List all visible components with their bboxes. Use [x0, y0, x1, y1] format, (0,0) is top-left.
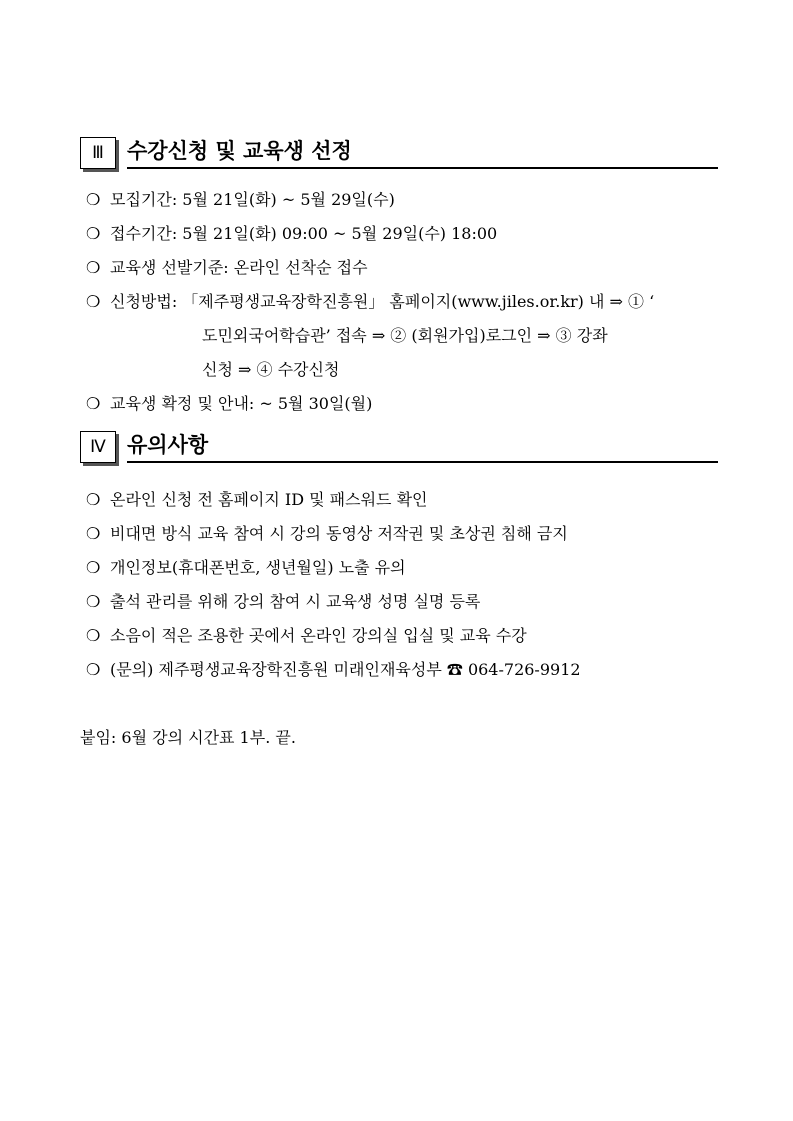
item-text: 개인정보(휴대폰번호, 생년월일) 노출 유의 — [110, 558, 406, 577]
bullet-icon: ❍ — [86, 558, 101, 577]
bullet-icon: ❍ — [86, 292, 101, 311]
section-3-header — [80, 137, 718, 173]
item-text: 소음이 적은 조용한 곳에서 온라인 강의실 입실 및 교육 수강 — [110, 626, 527, 645]
list-item-notice-1 — [86, 483, 723, 517]
attachment-note: 붙임: 6월 강의 시간표 1부. 끝. — [80, 728, 296, 747]
list-item-notice-4 — [86, 585, 723, 619]
item-text: (문의) 제주평생교육장학진흥원 미래인재육성부 ☎ 064-726-9912 — [110, 660, 581, 679]
list-item-receipt-period — [86, 217, 723, 251]
bullet-icon: ❍ — [86, 524, 101, 543]
list-item-notice-5 — [86, 619, 723, 653]
section-4-title: 유의사항 — [127, 431, 718, 463]
item-text: 교육생 확정 및 안내: ~ 5월 30일(월) — [110, 394, 373, 413]
list-item-confirmation — [86, 387, 723, 421]
bullet-icon: ❍ — [86, 394, 101, 413]
item-text: 출석 관리를 위해 강의 참여 시 교육생 성명 실명 등록 — [110, 592, 481, 611]
list-item-notice-3 — [86, 551, 723, 585]
bullet-icon: ❍ — [86, 490, 101, 509]
list-item-contact — [86, 653, 723, 687]
section-4-header — [80, 431, 718, 467]
item-text: 온라인 신청 전 홈페이지 ID 및 패스워드 확인 — [110, 490, 428, 509]
apply-method-continued-2: 신청 ⇒ ④ 수강신청 — [202, 360, 340, 379]
bullet-icon: ❍ — [86, 190, 101, 209]
apply-method-continued-1: 도민외국어학습관’ 접속 ⇒ ② (회원가입)로그인 ⇒ ③ 강좌 — [202, 326, 608, 345]
item-text: 모집기간: 5월 21일(화) ~ 5월 29일(수) — [110, 190, 395, 209]
bullet-icon: ❍ — [86, 626, 101, 645]
bullet-icon: ❍ — [86, 258, 101, 277]
bullet-icon: ❍ — [86, 660, 101, 679]
bullet-icon: ❍ — [86, 592, 101, 611]
list-item-apply-method — [86, 285, 723, 319]
section-3-number: Ⅲ — [80, 137, 116, 169]
item-text: 비대면 방식 교육 참여 시 강의 동영상 저작권 및 초상권 침해 금지 — [110, 524, 568, 543]
list-item-notice-2 — [86, 517, 723, 551]
item-text: 신청방법: 「제주평생교육장학진흥원」 홈페이지(www.jiles.or.kr) 내 ⇒ ① ‘ — [110, 292, 655, 311]
list-item-selection-criteria — [86, 251, 723, 285]
section-3-title: 수강신청 및 교육생 선정 — [127, 137, 718, 169]
section-4-number: Ⅳ — [80, 431, 116, 463]
item-text: 접수기간: 5월 21일(화) 09:00 ~ 5월 29일(수) 18:00 — [110, 224, 498, 243]
bullet-icon: ❍ — [86, 224, 101, 243]
item-text: 교육생 선발기준: 온라인 선착순 접수 — [110, 258, 368, 277]
list-item-recruit-period — [86, 183, 723, 217]
